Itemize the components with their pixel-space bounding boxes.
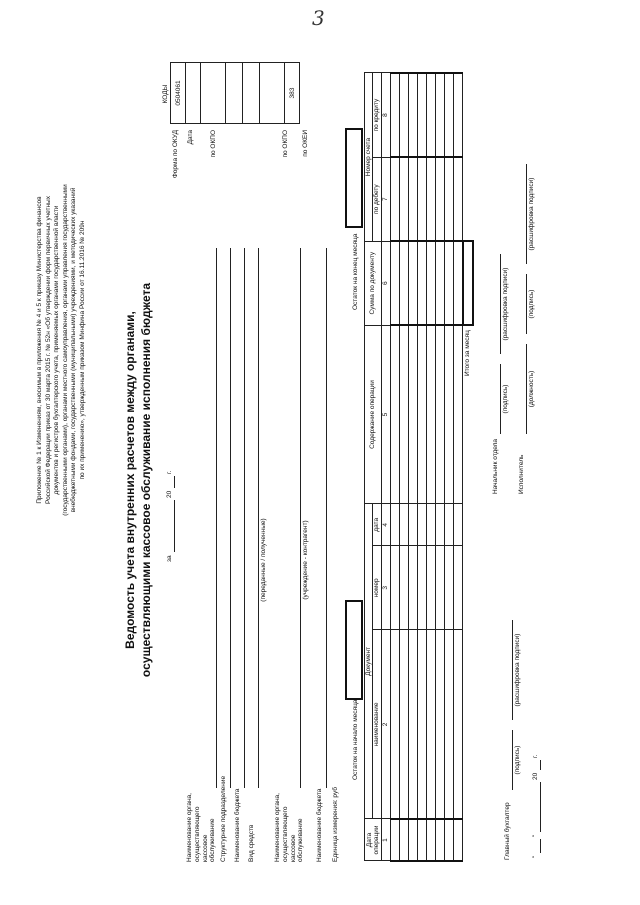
- signature-hint: (подпись): [502, 384, 509, 414]
- head-signature-line[interactable]: [500, 364, 501, 434]
- column-number: 2: [381, 630, 390, 819]
- column-number: 4: [381, 504, 390, 546]
- table-cell[interactable]: [399, 819, 408, 861]
- table-cell[interactable]: [453, 504, 463, 546]
- month-blank-line[interactable]: [540, 782, 541, 832]
- header-line: Российской Федерации приказ от 30 марта 2015 г. № 52н «Об утверждении форм первичных учетных: [44, 196, 52, 504]
- table-cell[interactable]: [435, 630, 444, 819]
- table-cell[interactable]: [417, 819, 426, 861]
- executor-position-line[interactable]: [526, 344, 527, 434]
- column-number: 3: [381, 546, 390, 630]
- table-row: [444, 73, 453, 861]
- okei-code: 383: [285, 63, 300, 124]
- end-balance-box[interactable]: [345, 128, 363, 228]
- budget1-label: Наименование бюджета: [234, 788, 241, 862]
- asset-hint: (переданные / полученные): [260, 518, 267, 602]
- table-cell[interactable]: [399, 157, 408, 241]
- table-cell[interactable]: [426, 325, 435, 504]
- spare-code-cell[interactable]: [243, 63, 260, 124]
- table-cell[interactable]: [408, 73, 417, 157]
- header-line: документов и регистров бухгалтерского учета, применяемых органами государственной власти: [53, 205, 61, 495]
- table-cell[interactable]: [435, 157, 444, 241]
- col-doc-number-header: номер: [373, 546, 381, 630]
- table-cell[interactable]: [417, 630, 426, 819]
- header-line: внебюджетными фондами, государственными (муниципальными) учреждениями, и методических указаний: [70, 187, 78, 513]
- table-cell[interactable]: [444, 819, 453, 861]
- col-content-header: Содержание операции: [365, 325, 382, 504]
- table-cell[interactable]: [399, 546, 408, 630]
- struct-label: Структурное подразделение: [220, 775, 227, 862]
- okpo2-code-cell[interactable]: [260, 63, 285, 124]
- table-cell[interactable]: [408, 819, 417, 861]
- date-prefix: за: [166, 555, 173, 562]
- decode-hint: (расшифровка подписи): [514, 633, 521, 707]
- legal-header: [36, 80, 88, 620]
- table-cell[interactable]: [444, 630, 453, 819]
- table-cell[interactable]: [453, 630, 463, 819]
- page-number: 3: [312, 6, 325, 30]
- table-cell[interactable]: [444, 157, 453, 241]
- table-cell[interactable]: [444, 73, 453, 157]
- executor-signature-line[interactable]: [526, 274, 527, 334]
- table-cell[interactable]: [426, 73, 435, 157]
- total-sum-cell[interactable]: [463, 241, 473, 325]
- struct-input-line[interactable]: [230, 248, 231, 788]
- sign-year-blank-line[interactable]: [540, 760, 541, 770]
- org2-input-line[interactable]: [300, 248, 301, 788]
- okud-code: 0504061: [171, 63, 186, 124]
- date-blank-line[interactable]: [174, 500, 175, 552]
- col-doc-name-header: наименование: [373, 630, 381, 819]
- table-cell[interactable]: [390, 241, 399, 325]
- table-cell[interactable]: [399, 241, 408, 325]
- column-numbers-row: [381, 73, 390, 861]
- table-cell[interactable]: [390, 819, 399, 861]
- table-cell[interactable]: [390, 325, 399, 504]
- table-cell[interactable]: [408, 157, 417, 241]
- table-row: [399, 73, 408, 861]
- asset-input-line[interactable]: [258, 248, 259, 788]
- okud-label: Форма по ОКУД: [172, 130, 179, 179]
- chief-signature-line[interactable]: [512, 730, 513, 790]
- decode-hint: (расшифровка подписи): [502, 267, 509, 341]
- codes-header: КОДЫ: [162, 84, 169, 104]
- date-code-cell[interactable]: [186, 63, 201, 124]
- table-cell[interactable]: [408, 630, 417, 819]
- table-cell[interactable]: [390, 157, 399, 241]
- unit-label: Единица измерения: руб: [332, 787, 339, 862]
- date-code-label: Дата: [187, 130, 194, 145]
- column-number: 1: [381, 819, 390, 861]
- okpo1-label: по ОКПО: [210, 130, 217, 158]
- table-cell[interactable]: [444, 241, 453, 325]
- table-cell[interactable]: [435, 504, 444, 546]
- date-quote-open: ": [532, 855, 539, 858]
- table-row: [417, 73, 426, 861]
- table-cell[interactable]: [453, 157, 463, 241]
- chief-accountant-label: Главный бухгалтер: [504, 802, 511, 860]
- column-number: 5: [381, 325, 390, 504]
- col-debit-header: по дебету: [373, 157, 381, 241]
- table-cell[interactable]: [426, 630, 435, 819]
- decode-hint: (расшифровка подписи): [528, 177, 535, 251]
- sign-date-year: 20: [532, 772, 539, 780]
- date-year: 20: [166, 490, 173, 498]
- budget1-input-line[interactable]: [244, 248, 245, 788]
- form-sheet: [20, 50, 560, 880]
- table-cell[interactable]: [417, 325, 426, 504]
- okei-label: по ОКЕИ: [302, 130, 309, 157]
- table-cell[interactable]: [435, 819, 444, 861]
- table-cell[interactable]: [426, 504, 435, 546]
- table-row: [435, 73, 444, 861]
- signature-hint: (подпись): [528, 289, 535, 319]
- end-balance-label: Остаток на конец месяца: [352, 233, 359, 310]
- table-cell[interactable]: [453, 325, 463, 504]
- col-date-header: Дата операции: [365, 819, 382, 861]
- date-quote-close: ": [532, 834, 539, 837]
- org2-label: Наименование органа, осуществляющего кассовое обслуживание: [274, 793, 305, 862]
- total-row: [463, 73, 473, 861]
- table-row: [408, 73, 417, 861]
- header-line: по их применению», утвержденным приказом Минфина России от 16.11.2016 № 209н: [78, 220, 86, 480]
- table-cell[interactable]: [444, 546, 453, 630]
- date-suffix: г.: [166, 470, 173, 474]
- table-cell[interactable]: [399, 325, 408, 504]
- sign-date-suffix: г.: [532, 754, 539, 758]
- table-cell[interactable]: [390, 73, 399, 157]
- table-cell[interactable]: [399, 504, 408, 546]
- table-cell[interactable]: [390, 630, 399, 819]
- table-cell[interactable]: [453, 241, 463, 325]
- table-cell[interactable]: [453, 73, 463, 157]
- header-line: (государственными органами), органами местного самоуправления, органами управления государственными: [61, 184, 69, 516]
- form-title-line2: осуществляющими кассовое обслуживание исполнения бюджета: [139, 282, 153, 678]
- table-cell[interactable]: [453, 546, 463, 630]
- table-cell[interactable]: [408, 504, 417, 546]
- okpo2-label: по ОКПО: [282, 130, 289, 158]
- table-cell[interactable]: [399, 73, 408, 157]
- column-number: 6: [381, 241, 390, 325]
- table-cell[interactable]: [426, 241, 435, 325]
- table-cell[interactable]: [399, 630, 408, 819]
- table-cell[interactable]: [417, 241, 426, 325]
- org-input-line[interactable]: [216, 248, 217, 788]
- col-sum-header: Сумма по документу: [365, 241, 382, 325]
- org2-hint: (учреждение - контрагент): [302, 520, 309, 600]
- table-row: [453, 73, 463, 861]
- org-label: Наименование органа, осуществляющего кассовое обслуживание: [186, 793, 217, 862]
- table-cell[interactable]: [435, 73, 444, 157]
- okpo1-code-cell[interactable]: [201, 63, 226, 124]
- table-cell[interactable]: [408, 325, 417, 504]
- table-cell[interactable]: [435, 325, 444, 504]
- budget2-input-line[interactable]: [326, 248, 327, 788]
- col-doc-header: Документ: [365, 504, 373, 819]
- table-cell[interactable]: [426, 819, 435, 861]
- start-balance-box[interactable]: [345, 600, 363, 700]
- table-cell[interactable]: [390, 546, 399, 630]
- table-row: [426, 73, 435, 861]
- budget2-label: Наименование бюджета: [316, 788, 323, 862]
- table-cell[interactable]: [435, 241, 444, 325]
- executor-decode-line[interactable]: [526, 164, 527, 264]
- codes-table: [170, 62, 300, 124]
- spare-code-cell[interactable]: [226, 63, 243, 124]
- year-blank-line[interactable]: [174, 476, 175, 488]
- asset-label: Вид средств: [248, 824, 255, 862]
- table-cell[interactable]: [417, 546, 426, 630]
- day-blank-line[interactable]: [540, 839, 541, 853]
- head-decode-line[interactable]: [500, 254, 501, 354]
- executor-label: Исполнитель: [518, 454, 525, 494]
- form-title-line1: Ведомость учета внутренних расчетов между органами,: [123, 311, 137, 649]
- table-row: [390, 73, 399, 861]
- table-cell[interactable]: [417, 73, 426, 157]
- table-cell[interactable]: [453, 819, 463, 861]
- chief-decode-line[interactable]: [512, 620, 513, 720]
- col-doc-date-header: дата: [373, 504, 381, 546]
- table-cell[interactable]: [417, 504, 426, 546]
- head-dept-label: Начальник отдела: [492, 438, 499, 494]
- column-number: 7: [381, 157, 390, 241]
- signature-hint: (подпись): [514, 745, 521, 775]
- table-cell[interactable]: [408, 546, 417, 630]
- table-cell[interactable]: [408, 241, 417, 325]
- total-label: Итого за месяц: [464, 330, 472, 377]
- table-cell[interactable]: [390, 504, 399, 546]
- table-cell[interactable]: [426, 157, 435, 241]
- table-cell[interactable]: [417, 157, 426, 241]
- column-number: 8: [381, 73, 390, 157]
- header-line: Приложение № 1 к Изменениям, вносимым в приложения № 4 и 5 к приказу Министерства финансов: [36, 196, 43, 504]
- position-hint: (должность): [528, 370, 535, 408]
- col-credit-header: по кредиту: [373, 73, 381, 157]
- table-cell[interactable]: [435, 546, 444, 630]
- col-account-header: Номер счета: [365, 73, 373, 241]
- table-cell[interactable]: [426, 546, 435, 630]
- table-cell[interactable]: [444, 504, 453, 546]
- operations-table: [364, 72, 474, 862]
- start-balance-label: Остаток на начало месяца: [352, 699, 359, 780]
- table-cell[interactable]: [444, 325, 453, 504]
